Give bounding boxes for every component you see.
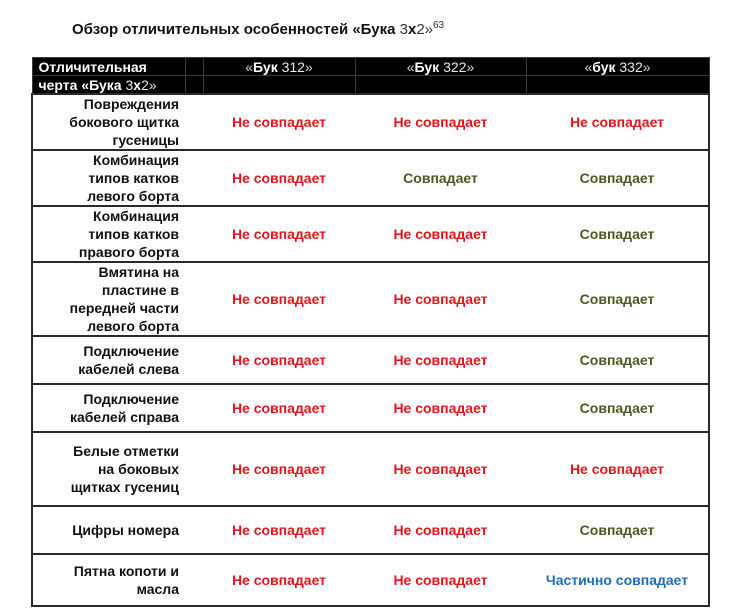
- title-text: Обзор отличительных особенностей «: [72, 21, 361, 38]
- spacer-cell: [185, 206, 203, 262]
- header-text: черта «: [38, 76, 90, 93]
- status-cell: [526, 384, 709, 432]
- table-row: [32, 150, 709, 206]
- status-text: Не совпадает: [231, 291, 327, 307]
- feature-label-line: Цифры номера: [72, 522, 179, 538]
- model-name: бук: [592, 58, 616, 75]
- status-cell: [355, 506, 526, 554]
- status-text: Не совпадает: [393, 114, 488, 130]
- status-text: Не совпадает: [231, 400, 327, 416]
- header-feature-label: [32, 58, 185, 76]
- title-text-light2: 2»: [416, 21, 433, 38]
- feature-cell: [32, 150, 185, 206]
- status-text: Не совпадает: [569, 461, 665, 477]
- feature-label-line: гусеницы: [112, 132, 179, 148]
- status-text: Не совпадает: [231, 226, 327, 242]
- spacer-cell: [185, 554, 203, 606]
- header-model-1: [203, 58, 355, 76]
- spacer-cell: [185, 150, 203, 206]
- table-row: [32, 384, 709, 432]
- status-cell: [526, 206, 709, 262]
- status-text: Совпадает: [579, 522, 655, 538]
- quote: »: [642, 58, 651, 75]
- status-text: Не совпадает: [393, 522, 488, 538]
- model-number: 312: [277, 58, 305, 75]
- title-text-bold2: x: [407, 21, 417, 38]
- feature-label-line: кабелей слева: [78, 361, 179, 377]
- status-cell: [355, 554, 526, 606]
- status-text: Не совпадает: [231, 352, 327, 368]
- page-title: [72, 20, 444, 38]
- status-text: Не совпадает: [393, 352, 488, 368]
- feature-label-line: Комбинация: [93, 208, 179, 224]
- status-text: Не совпадает: [231, 572, 327, 588]
- status-cell: [355, 432, 526, 506]
- table-row: [32, 94, 709, 150]
- status-text: Совпадает: [579, 291, 655, 307]
- feature-cell: [32, 506, 185, 554]
- feature-label-line: левого борта: [87, 188, 179, 204]
- feature-label-line: масла: [136, 581, 179, 597]
- status-text: Не совпадает: [393, 400, 488, 416]
- status-cell: [526, 150, 709, 206]
- feature-label-line: Подключение: [83, 391, 179, 407]
- spacer-cell: [185, 94, 203, 150]
- header-feature-label-line2: [32, 76, 185, 95]
- spacer-cell: [185, 336, 203, 384]
- status-text: Не совпадает: [393, 226, 488, 242]
- feature-label-line: передней части: [69, 300, 179, 316]
- status-text: Не совпадает: [393, 461, 488, 477]
- status-cell: [526, 262, 709, 336]
- feature-label-line: типов катков: [88, 170, 179, 186]
- model-number: 322: [439, 58, 467, 75]
- title-text-light: 3: [399, 21, 408, 38]
- feature-label-line: бокового щитка: [69, 114, 179, 130]
- status-cell: [203, 262, 355, 336]
- status-text: Совпадает: [579, 226, 655, 242]
- status-cell: [203, 384, 355, 432]
- model-number: 332: [615, 58, 643, 75]
- feature-label-line: кабелей справа: [69, 409, 179, 425]
- header-text-bold: Бука: [89, 76, 122, 93]
- title-text-bold: Бука: [360, 21, 396, 38]
- feature-cell: [32, 384, 185, 432]
- table-row: [32, 262, 709, 336]
- feature-label-line: Белые отметки: [73, 443, 179, 459]
- spacer-cell: [185, 506, 203, 554]
- table-row: [32, 206, 709, 262]
- spacer-cell: [185, 432, 203, 506]
- feature-cell: [32, 262, 185, 336]
- quote: «: [584, 58, 593, 75]
- status-cell: [355, 150, 526, 206]
- header-empty: [526, 76, 709, 95]
- table-row: [32, 506, 709, 554]
- status-cell: [526, 94, 709, 150]
- status-text: Частично совпадает: [545, 572, 689, 588]
- status-text: Совпадает: [403, 170, 478, 186]
- feature-label-line: щитках гусениц: [70, 479, 179, 495]
- quote: »: [304, 58, 313, 75]
- status-cell: [203, 506, 355, 554]
- status-cell: [355, 262, 526, 336]
- feature-label-line: Комбинация: [93, 152, 179, 168]
- status-text: Не совпадает: [231, 461, 327, 477]
- status-text: Совпадает: [579, 170, 655, 186]
- header-model-3: [526, 58, 709, 76]
- status-text: Не совпадает: [393, 572, 488, 588]
- header-row: [32, 58, 709, 76]
- feature-cell: [32, 432, 185, 506]
- status-cell: [526, 432, 709, 506]
- feature-cell: [32, 554, 185, 606]
- header-text-bold2: x: [133, 76, 142, 93]
- status-cell: [203, 94, 355, 150]
- status-text: Не совпадает: [231, 170, 327, 186]
- status-text: Совпадает: [579, 352, 655, 368]
- header-text-light2: 2»: [141, 76, 157, 93]
- status-cell: [203, 150, 355, 206]
- status-text: Не совпадает: [231, 114, 327, 130]
- feature-label-line: Пятна копоти и: [73, 563, 179, 579]
- header-spacer: [185, 76, 203, 95]
- feature-label-line: Подключение: [83, 343, 179, 359]
- quote: «: [406, 58, 415, 75]
- model-name: Бук: [253, 58, 278, 75]
- table-row: [32, 336, 709, 384]
- feature-label-line: Вмятина на: [98, 264, 179, 280]
- header-feature-line1: Отличительная: [38, 58, 147, 75]
- feature-cell: [32, 336, 185, 384]
- model-name: Бук: [414, 58, 440, 75]
- spacer-cell: [185, 262, 203, 336]
- quote: »: [466, 58, 475, 75]
- status-cell: [355, 336, 526, 384]
- status-text: Не совпадает: [231, 522, 327, 538]
- status-text: Не совпадает: [393, 291, 488, 307]
- status-cell: [526, 336, 709, 384]
- header-spacer: [185, 58, 203, 76]
- header-empty: [203, 76, 355, 95]
- feature-label-line: типов катков: [88, 226, 179, 242]
- feature-label-line: пластине в: [101, 282, 179, 298]
- status-cell: [203, 432, 355, 506]
- status-cell: [203, 554, 355, 606]
- status-cell: [355, 94, 526, 150]
- header-row-2: [32, 76, 709, 95]
- table-row: [32, 554, 709, 606]
- header-model-2: [355, 58, 526, 76]
- comparison-table: [31, 57, 710, 607]
- header-text-light: 3: [121, 76, 134, 93]
- status-text: Не совпадает: [569, 114, 665, 130]
- footnote-marker[interactable]: 63: [433, 20, 445, 31]
- feature-label-line: правого борта: [78, 244, 179, 260]
- feature-label-line: Повреждения: [83, 96, 179, 112]
- status-text: Совпадает: [579, 400, 655, 416]
- quote: «: [245, 58, 254, 75]
- status-cell: [355, 206, 526, 262]
- feature-label-line: левого борта: [87, 318, 179, 334]
- table-row: [32, 432, 709, 506]
- feature-cell: [32, 94, 185, 150]
- status-cell: [355, 384, 526, 432]
- status-cell: [203, 336, 355, 384]
- feature-cell: [32, 206, 185, 262]
- spacer-cell: [185, 384, 203, 432]
- feature-label-line: на боковых: [97, 461, 179, 477]
- status-cell: [526, 506, 709, 554]
- status-cell: [526, 554, 709, 606]
- status-cell: [203, 206, 355, 262]
- header-empty: [355, 76, 526, 95]
